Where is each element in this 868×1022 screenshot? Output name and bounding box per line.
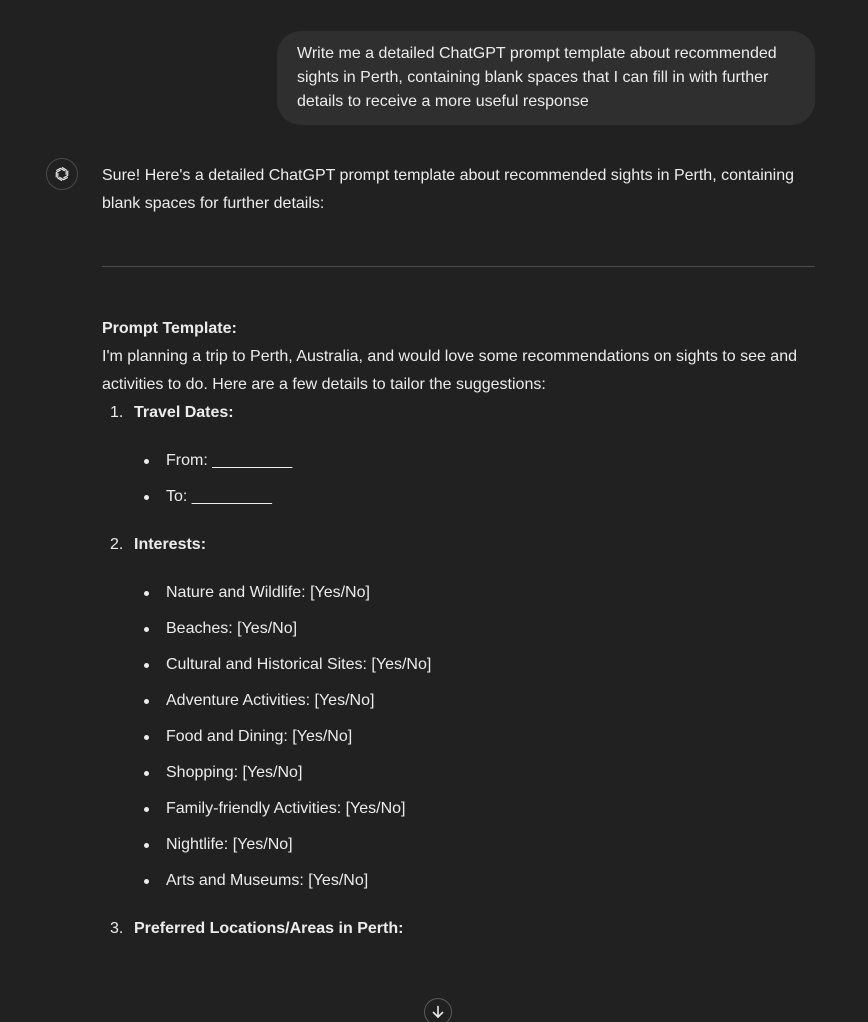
bullet-list <box>134 447 815 511</box>
bullet-item: Family-friendly Activities: [Yes/No] <box>134 795 815 823</box>
list-item-title: Preferred Locations/Areas in Perth: <box>134 920 404 937</box>
bullet-item: Nightlife: [Yes/No] <box>134 831 815 859</box>
bullet-list <box>134 579 815 895</box>
list-item-title: Travel Dates: <box>134 404 234 421</box>
bullet-item: From: _________ <box>134 447 815 475</box>
bullet-item: To: _________ <box>134 483 815 511</box>
list-item-title: Interests: <box>134 536 207 553</box>
assistant-avatar <box>46 158 78 190</box>
list-item <box>102 915 815 943</box>
arrow-down-icon <box>430 1004 446 1020</box>
list-item <box>102 399 815 511</box>
bullet-item: Nature and Wildlife: [Yes/No] <box>134 579 815 607</box>
intro-paragraph: I'm planning a trip to Perth, Australia, and would love some recommendations on sights to see and activities to do. Here are a few details to tailor the suggestions: <box>102 348 797 393</box>
assistant-intro: Sure! Here's a detailed ChatGPT prompt template about recommended sights in Perth, containing blank spaces for further details: <box>102 167 795 212</box>
user-message-bubble <box>277 31 815 125</box>
section-title: Prompt Template: <box>102 320 237 337</box>
bullet-item: Beaches: [Yes/No] <box>134 615 815 643</box>
list-number: 3. <box>110 920 124 937</box>
bullet-item: Food and Dining: [Yes/No] <box>134 723 815 751</box>
assistant-message <box>102 162 815 963</box>
numbered-list <box>102 399 815 943</box>
openai-logo-icon <box>52 164 72 184</box>
bullet-item: Cultural and Historical Sites: [Yes/No] <box>134 651 815 679</box>
scroll-down-button[interactable] <box>424 998 452 1022</box>
user-message-text: Write me a detailed ChatGPT prompt template about recommended sights in Perth, containing blank spaces that I can fill in with further details to receive a more useful response <box>297 45 777 110</box>
bullet-item: Shopping: [Yes/No] <box>134 759 815 787</box>
list-number: 2. <box>110 536 124 553</box>
bullet-item: Arts and Museums: [Yes/No] <box>134 867 815 895</box>
bullet-item: Adventure Activities: [Yes/No] <box>134 687 815 715</box>
divider <box>102 266 815 267</box>
list-item <box>102 531 815 895</box>
list-number: 1. <box>110 404 124 421</box>
